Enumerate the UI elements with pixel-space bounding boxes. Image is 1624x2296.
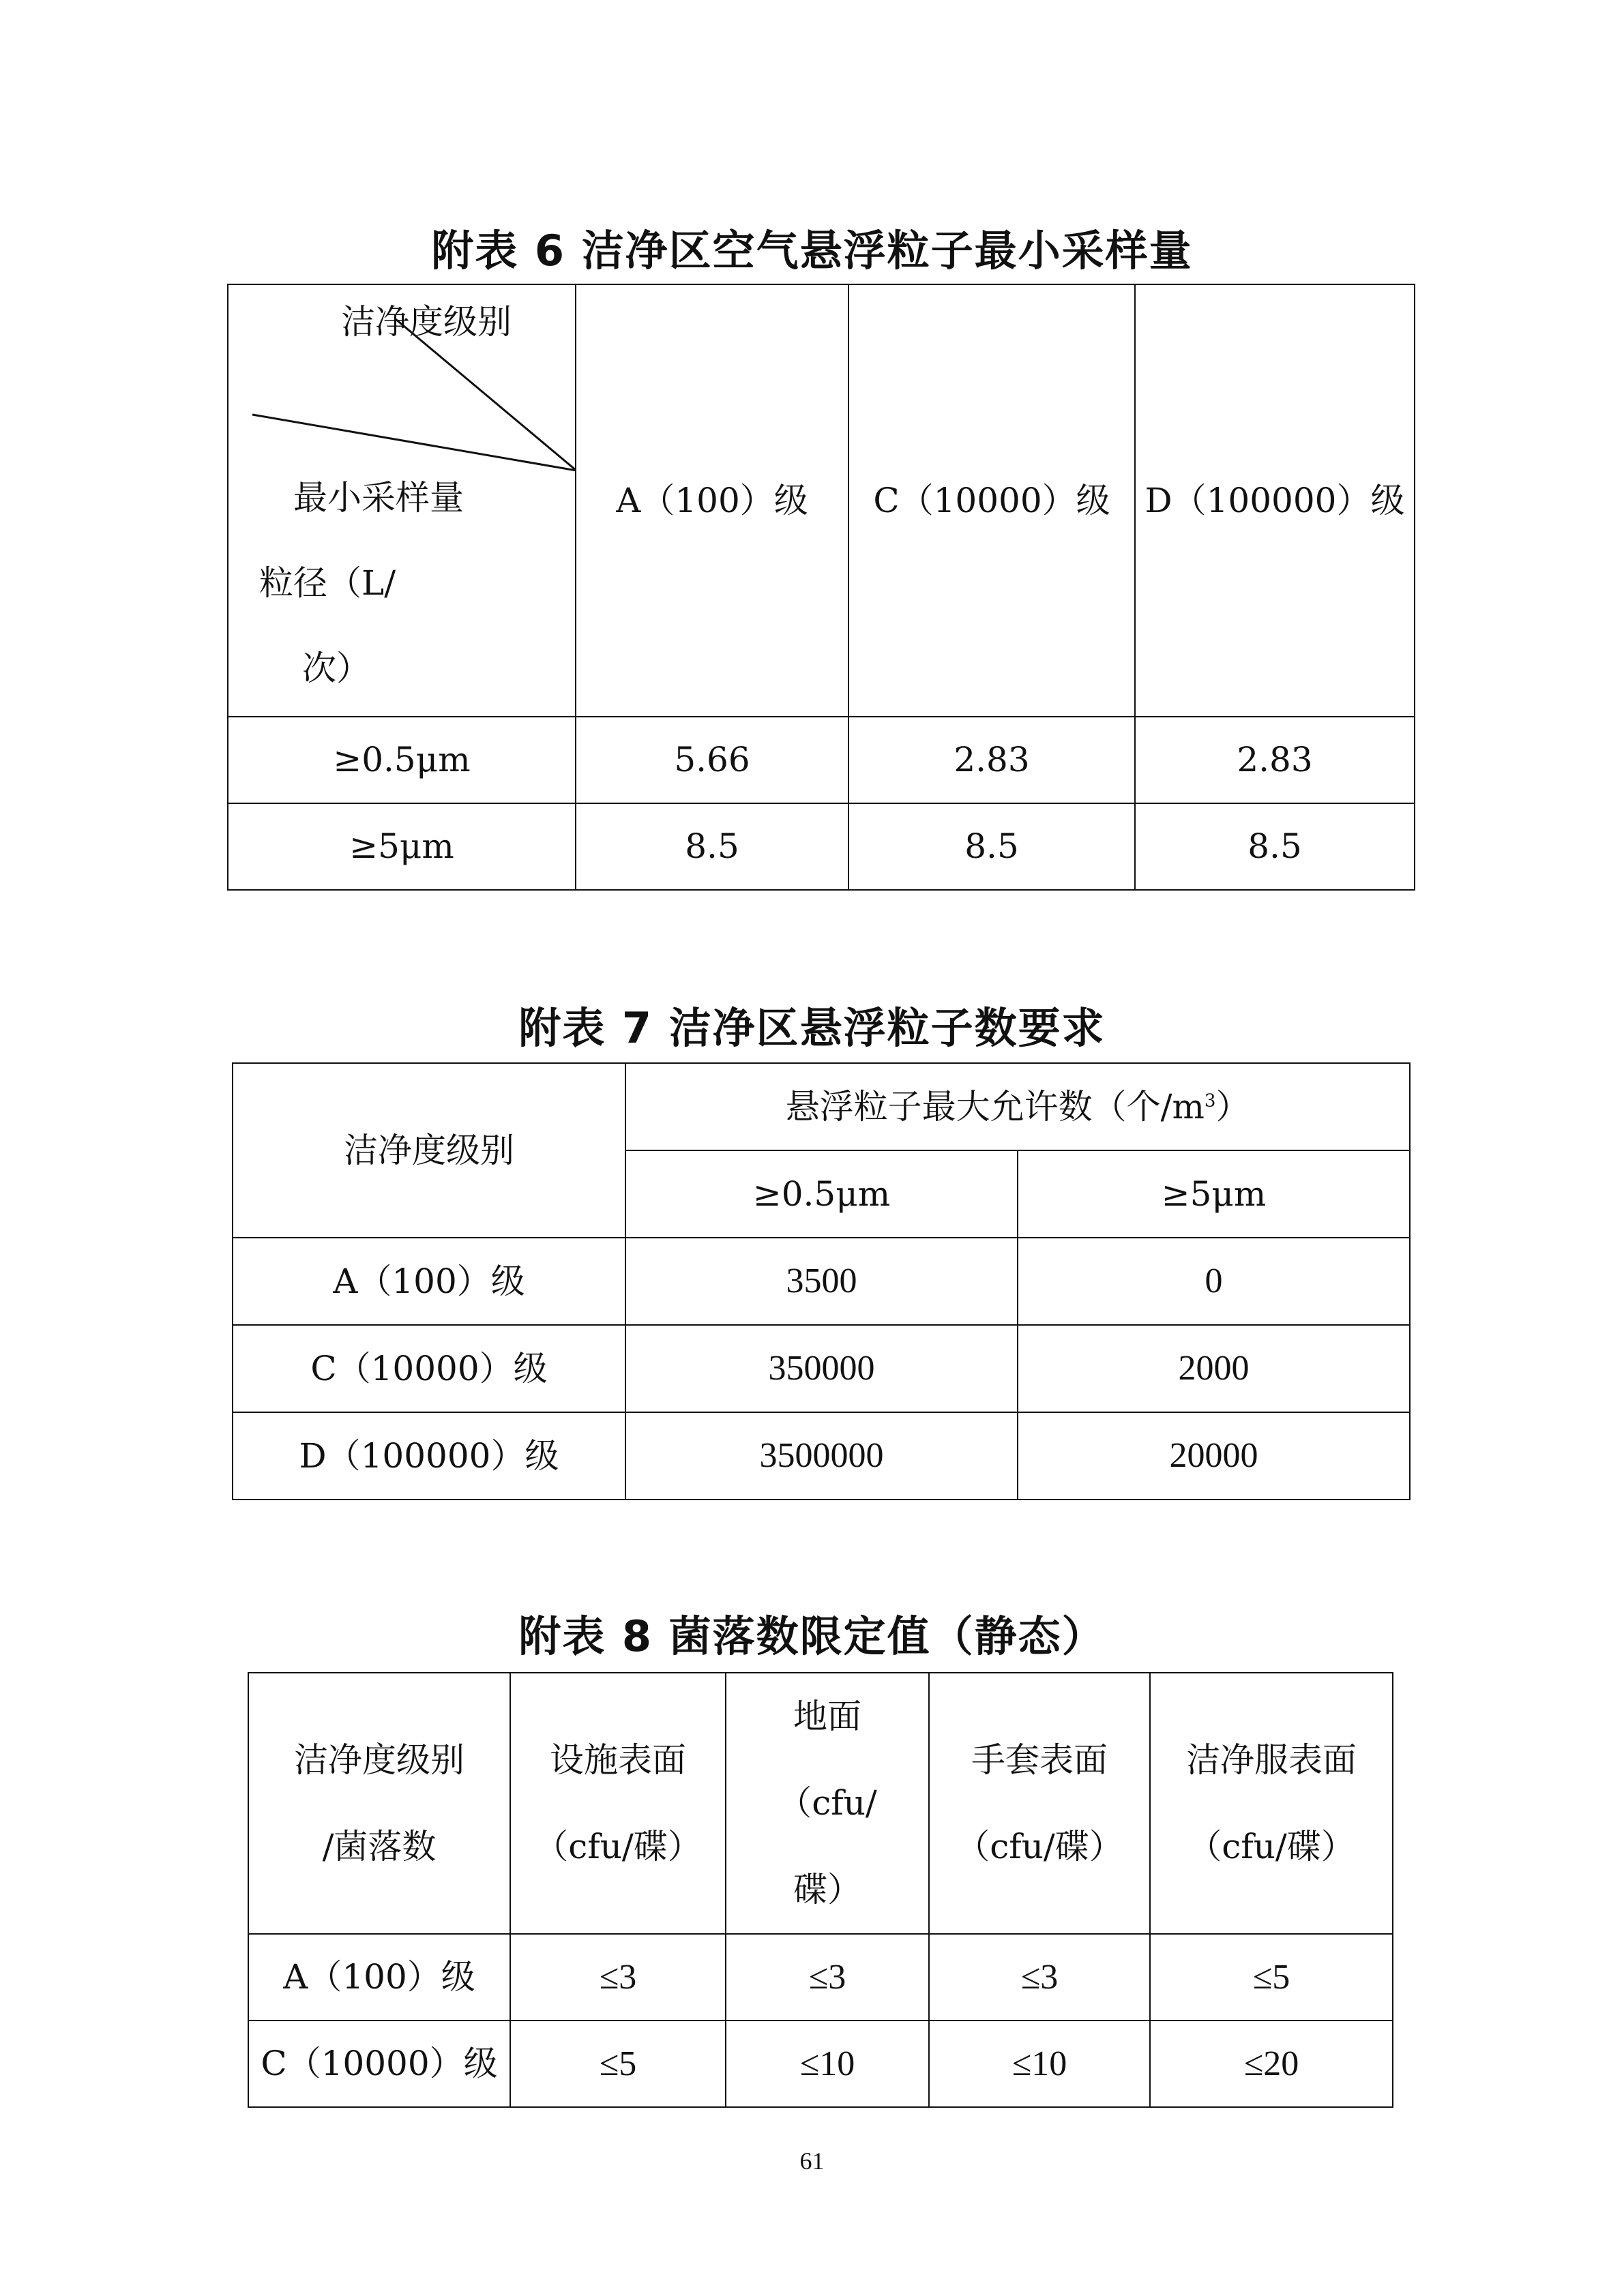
table6-cell: 2.83 xyxy=(1135,717,1415,803)
table7-cell: 20000 xyxy=(1018,1412,1410,1500)
table6-row-label: ≥0.5μm xyxy=(228,717,576,803)
table8-row-label: A（100）级 xyxy=(248,1934,510,2021)
table6-corner-cell xyxy=(228,284,576,717)
corner-header-size: 粒径（L/ xyxy=(259,563,396,603)
table6-row-label: ≥5μm xyxy=(228,803,576,890)
table8-header-garment: 洁净服表面 （cfu/碟） xyxy=(1150,1673,1393,1934)
table7 xyxy=(232,1062,1411,1500)
corner-header-unit: 次） xyxy=(302,648,370,688)
table8-cell: ≤3 xyxy=(510,1934,726,2021)
table6-cell: 8.5 xyxy=(576,803,848,890)
corner-header-cleanliness: 洁净度级别 xyxy=(341,302,512,342)
table8 xyxy=(248,1672,1393,2108)
table8-header-glove: 手套表面 （cfu/碟） xyxy=(929,1673,1150,1934)
table8-cell: ≤5 xyxy=(1150,1934,1393,2021)
table6-col-d: D（100000）级 xyxy=(1135,284,1415,717)
table8-cell: ≤10 xyxy=(726,2021,929,2107)
table6-title: 附表 6 洁净区空气悬浮粒子最小采样量 xyxy=(431,226,1193,275)
table7-cell: 0 xyxy=(1018,1238,1410,1325)
table6-cell: 5.66 xyxy=(576,717,848,803)
table7-row-label: A（100）级 xyxy=(233,1238,625,1325)
table8-title: 附表 8 菌落数限定值（静态） xyxy=(518,1611,1106,1661)
table8-cell: ≤10 xyxy=(929,2021,1150,2107)
table8-cell: ≤20 xyxy=(1150,2021,1393,2107)
table6-cell: 8.5 xyxy=(1135,803,1415,890)
table7-cell: 3500 xyxy=(625,1238,1018,1325)
table7-title: 附表 7 洁净区悬浮粒子数要求 xyxy=(518,1003,1106,1053)
table8-row-label: C（10000）级 xyxy=(248,2021,510,2107)
table7-row-label: C（10000）级 xyxy=(233,1325,625,1412)
table8-header-facility: 设施表面 （cfu/碟） xyxy=(510,1673,726,1934)
table8-header-floor: 地面 （cfu/ 碟） xyxy=(726,1673,929,1934)
table7-subcol-05: ≥0.5μm xyxy=(625,1150,1018,1238)
table6-col-c: C（10000）级 xyxy=(848,284,1135,717)
table6-cell: 2.83 xyxy=(848,717,1135,803)
table7-cell: 3500000 xyxy=(625,1412,1018,1500)
table8-cell: ≤5 xyxy=(510,2021,726,2107)
table7-row-header: 洁净度级别 xyxy=(233,1063,625,1238)
table6-col-a: A（100）级 xyxy=(576,284,848,717)
page-number: 61 xyxy=(799,2147,825,2175)
table6 xyxy=(227,284,1415,891)
table7-row-label: D（100000）级 xyxy=(233,1412,625,1500)
table7-group-header: 悬浮粒子最大允许数（个$/m^3$） xyxy=(625,1063,1410,1150)
table7-cell: 2000 xyxy=(1018,1325,1410,1412)
table8-header-first: 洁净度级别 /菌落数 xyxy=(248,1673,510,1934)
table7-cell: 350000 xyxy=(625,1325,1018,1412)
table8-cell: ≤3 xyxy=(726,1934,929,2021)
corner-header-sample: 最小采样量 xyxy=(293,478,464,518)
table8-cell: ≤3 xyxy=(929,1934,1150,2021)
table6-cell: 8.5 xyxy=(848,803,1135,890)
table7-subcol-5: ≥5μm xyxy=(1018,1150,1410,1238)
